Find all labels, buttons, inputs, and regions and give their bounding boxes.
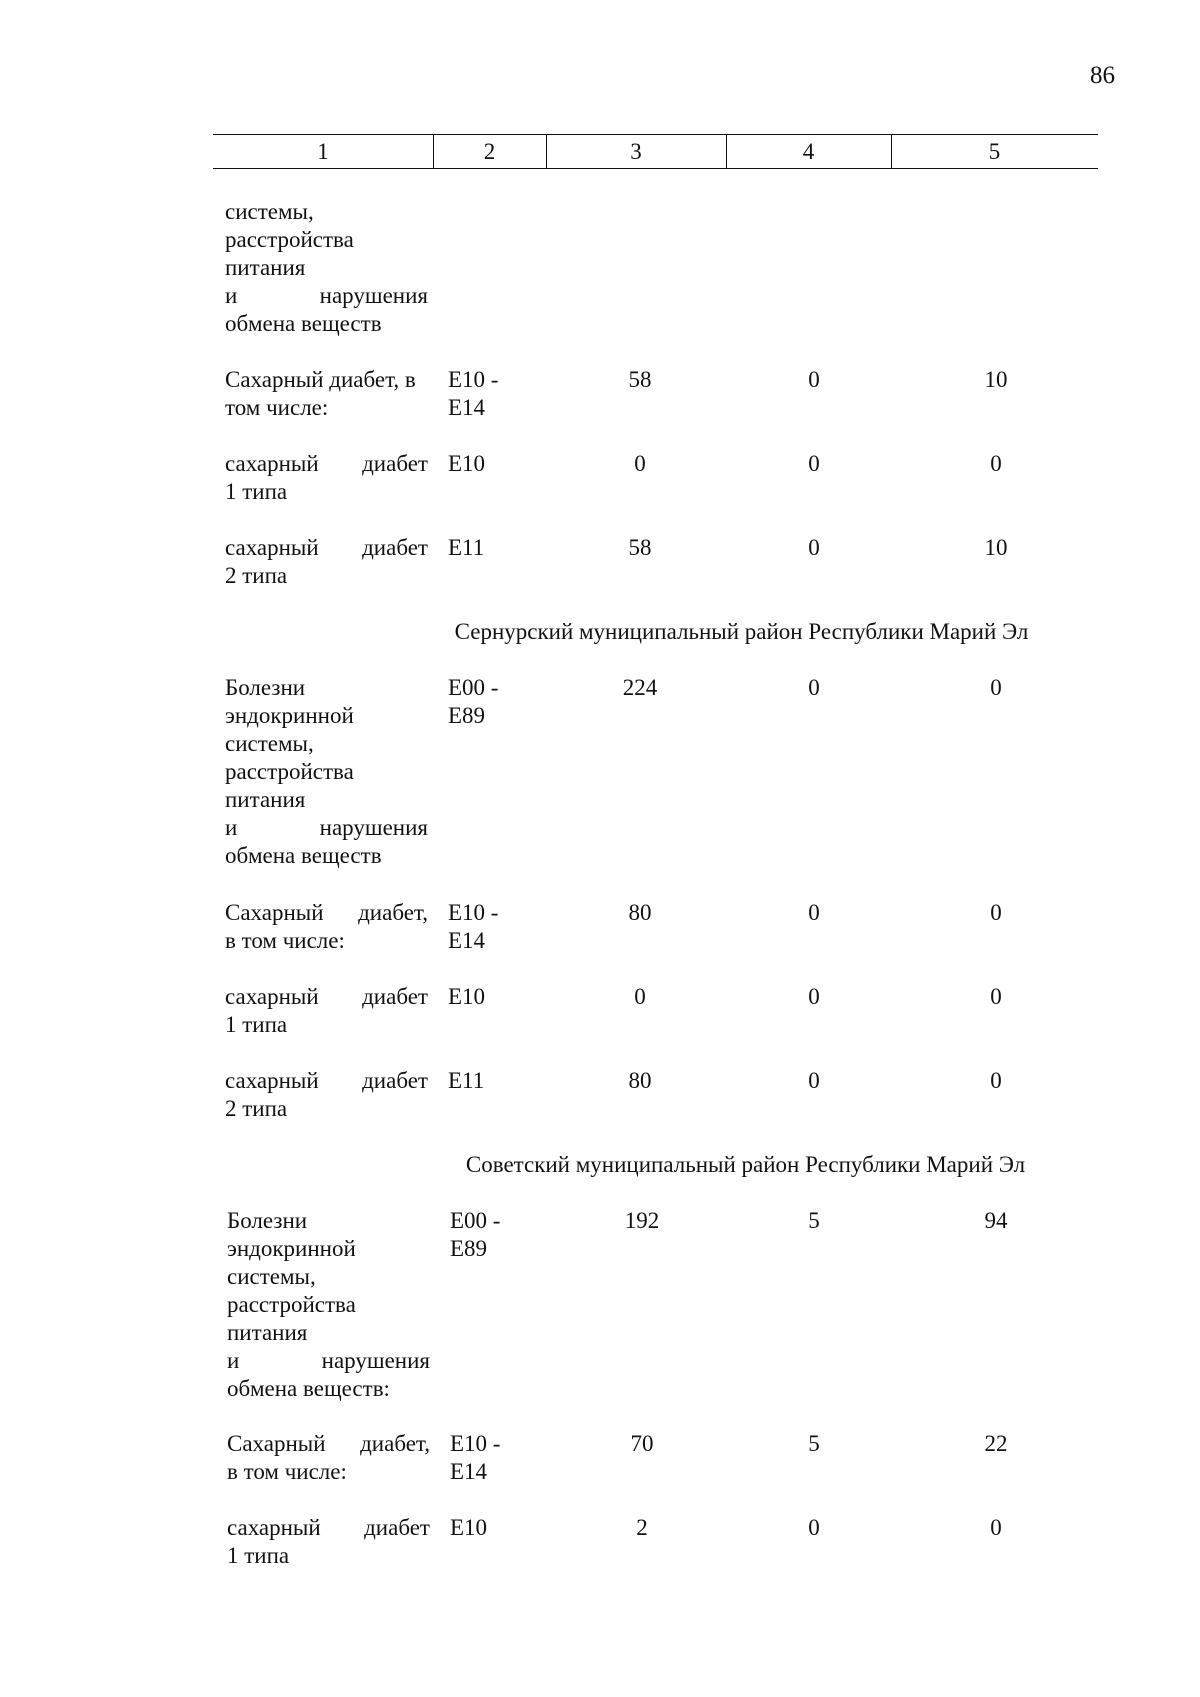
header-col-3: 3 <box>630 139 642 164</box>
value-col-3: 2 <box>636 1515 648 1540</box>
header-col-4: 4 <box>802 139 815 164</box>
value-col-3: 224 <box>622 675 658 700</box>
text-line: эндокринной <box>227 1236 356 1261</box>
value-col-4: 0 <box>808 984 820 1009</box>
value-col-4: 0 <box>808 900 820 925</box>
icd-code-cell <box>450 1430 540 1486</box>
value-col-5: 0 <box>990 900 1002 925</box>
word: диабет, <box>360 1431 430 1456</box>
text-line <box>227 1430 430 1458</box>
text-line: Болезни <box>227 1208 308 1233</box>
text-line: E10 <box>450 1515 488 1540</box>
text-line <box>225 282 428 310</box>
text-line <box>227 1347 430 1375</box>
icd-code-cell <box>450 1514 540 1542</box>
text-line: эндокринной <box>225 703 354 728</box>
value-col-3: 0 <box>634 451 646 476</box>
text-line: расстройства <box>227 1292 356 1317</box>
text-line: 1 типа <box>227 1543 290 1568</box>
text-line: питания <box>225 787 306 812</box>
value-col-3: 192 <box>624 1208 660 1233</box>
text-line: системы, <box>227 1264 316 1289</box>
text-line: E00 - <box>448 675 499 700</box>
text-line: E14 <box>448 928 486 953</box>
disease-name-cell <box>227 1514 430 1570</box>
text-line: E14 <box>448 395 486 420</box>
text-line: том числе: <box>225 395 329 420</box>
word: диабет, <box>358 900 428 925</box>
icd-code-cell <box>448 674 538 730</box>
value-col-5: 0 <box>990 984 1002 1009</box>
text-line: E89 <box>450 1236 488 1261</box>
value-col-3: 0 <box>634 984 646 1009</box>
disease-name-cell <box>225 899 428 955</box>
text-line <box>225 1067 428 1095</box>
word: и <box>225 283 238 308</box>
icd-code-cell <box>448 1067 538 1095</box>
table-header-row <box>213 134 1098 169</box>
text-line <box>227 1514 430 1542</box>
section-title: Сернурский муниципальный район Республики Марий Эл <box>454 619 1029 644</box>
text-line: питания <box>227 1320 308 1345</box>
word: диабет <box>362 984 428 1009</box>
text-line <box>225 814 428 842</box>
value-col-5: 0 <box>990 1515 1002 1540</box>
value-col-3: 58 <box>628 367 652 392</box>
header-col-2: 2 <box>483 139 496 164</box>
word: Сахарный <box>225 900 324 925</box>
disease-name-cell <box>225 983 428 1039</box>
text-line: обмена веществ: <box>227 1376 390 1401</box>
text-line: системы, <box>225 731 314 756</box>
text-line: E11 <box>448 1068 485 1093</box>
word: нарушения <box>319 815 428 840</box>
text-line: Сахарный диабет, в <box>225 367 416 392</box>
text-line <box>225 534 428 562</box>
header-col-1: 1 <box>317 139 329 164</box>
text-line: в том числе: <box>225 928 345 953</box>
text-line: 2 типа <box>225 1096 288 1121</box>
disease-name-cell <box>225 534 428 590</box>
text-line: системы, <box>225 199 314 224</box>
word: сахарный <box>225 984 319 1009</box>
disease-name-cell <box>225 674 428 870</box>
text-line: E10 - <box>450 1431 501 1456</box>
text-line: питания <box>225 255 306 280</box>
text-line: 1 типа <box>225 479 288 504</box>
word: и <box>225 815 238 840</box>
disease-name-cell <box>227 1207 430 1403</box>
text-line: обмена веществ <box>225 843 382 868</box>
text-line: E10 - <box>448 367 499 392</box>
word: сахарный <box>225 535 319 560</box>
text-line: расстройства <box>225 759 354 784</box>
text-line: 2 типа <box>225 563 288 588</box>
text-line: в том числе: <box>227 1459 347 1484</box>
value-col-3: 80 <box>628 900 652 925</box>
word: и <box>227 1348 240 1373</box>
value-col-5: 94 <box>984 1208 1008 1233</box>
header-col-5: 5 <box>988 139 1001 164</box>
word: нарушения <box>319 283 428 308</box>
word: диабет <box>364 1515 430 1540</box>
text-line: E10 <box>448 451 486 476</box>
text-line: E14 <box>450 1459 488 1484</box>
text-line: Болезни <box>225 675 306 700</box>
icd-code-cell <box>450 1207 540 1263</box>
text-line <box>225 899 428 927</box>
value-col-5: 22 <box>984 1431 1008 1456</box>
text-line: E89 <box>448 703 486 728</box>
word: сахарный <box>225 1068 319 1093</box>
icd-code-cell <box>448 983 538 1011</box>
text-line: обмена веществ <box>225 311 382 336</box>
value-col-4: 0 <box>808 451 820 476</box>
value-col-3: 58 <box>628 535 652 560</box>
disease-name-cell <box>225 450 428 506</box>
icd-code-cell <box>448 366 538 422</box>
disease-name-cell <box>227 1430 430 1486</box>
value-col-5: 0 <box>990 1068 1002 1093</box>
value-col-5: 0 <box>990 675 1002 700</box>
text-line <box>225 450 428 478</box>
text-line: E10 <box>448 984 486 1009</box>
text-line <box>225 983 428 1011</box>
value-col-3: 80 <box>628 1068 652 1093</box>
disease-name-cell <box>225 366 428 422</box>
word: сахарный <box>225 451 319 476</box>
value-col-4: 0 <box>808 675 820 700</box>
value-col-4: 5 <box>808 1431 820 1456</box>
disease-name-cell <box>225 198 428 338</box>
text-line: E11 <box>448 535 485 560</box>
value-col-5: 0 <box>990 451 1002 476</box>
word: диабет <box>362 451 428 476</box>
section-title: Советский муниципальный район Республики Марий Эл <box>465 1152 1026 1177</box>
value-col-4: 5 <box>808 1208 820 1233</box>
value-col-4: 0 <box>808 367 820 392</box>
value-col-4: 0 <box>808 1515 820 1540</box>
text-line: 1 типа <box>225 1012 288 1037</box>
word: диабет <box>362 535 428 560</box>
disease-name-cell <box>225 1067 428 1123</box>
text-line: E00 - <box>450 1208 501 1233</box>
icd-code-cell <box>448 450 538 478</box>
word: нарушения <box>321 1348 430 1373</box>
value-col-3: 70 <box>630 1431 654 1456</box>
value-col-4: 0 <box>808 535 820 560</box>
value-col-5: 10 <box>984 535 1008 560</box>
text-line: расстройства <box>225 227 354 252</box>
word: сахарный <box>227 1515 321 1540</box>
icd-code-cell <box>448 534 538 562</box>
page-number: 86 <box>1090 62 1115 89</box>
value-col-5: 10 <box>984 367 1008 392</box>
text-line: E10 - <box>448 900 499 925</box>
word: Сахарный <box>227 1431 326 1456</box>
icd-code-cell <box>448 899 538 955</box>
word: диабет <box>362 1068 428 1093</box>
value-col-4: 0 <box>808 1068 820 1093</box>
